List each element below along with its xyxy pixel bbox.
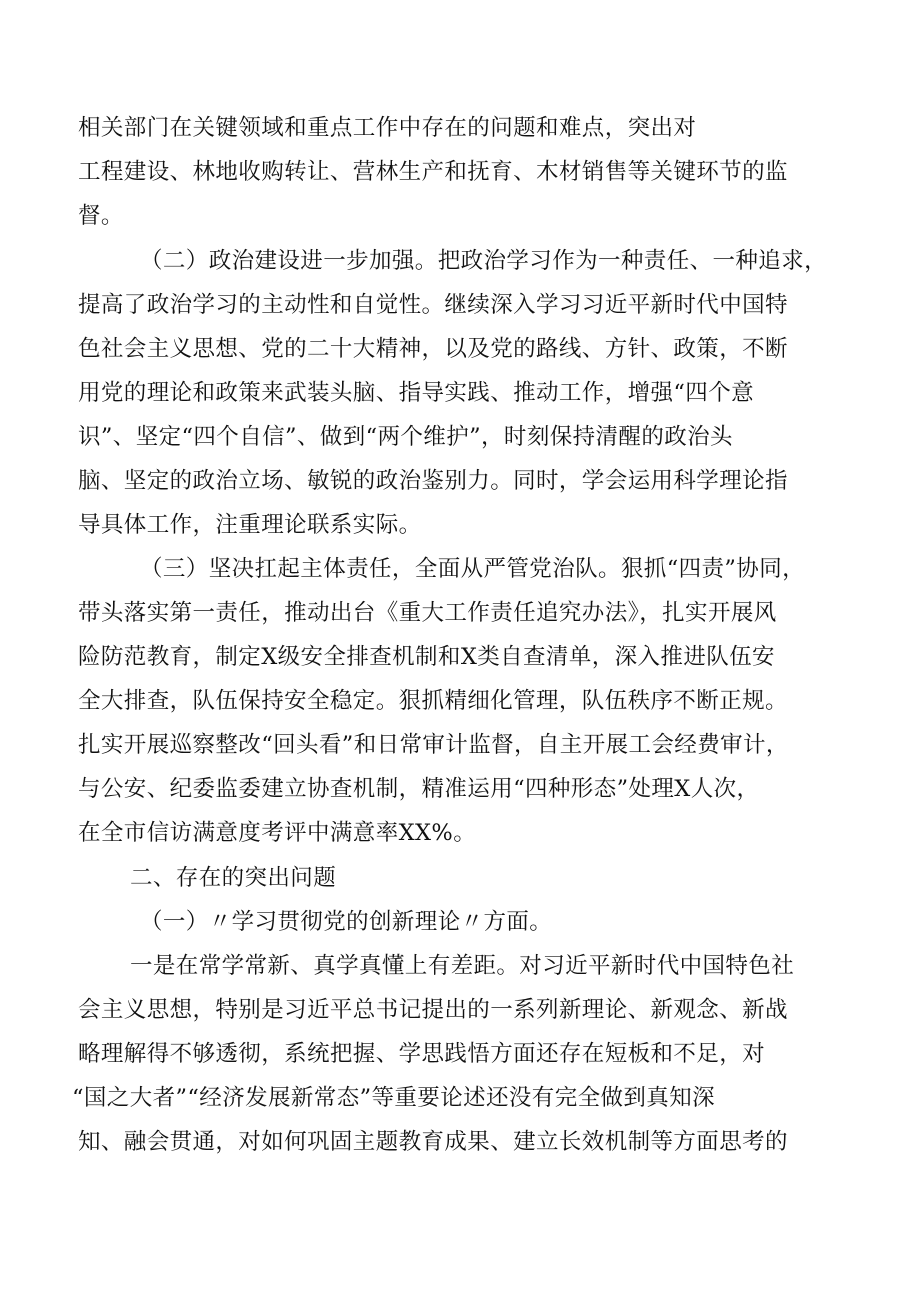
text-line: 知、融会贯通，对如何巩固主题教育成果、建立长效机制等方面思考的: [78, 1129, 788, 1155]
text-line: 色社会主义思想、党的二十大精神，以及党的路线、方针、政策，不断: [78, 336, 788, 362]
section-heading: 二、存在的突出问题: [130, 865, 337, 891]
text-line: 带头落实第一责任，推动出台《重大工作责任追究办法》，扎实开展风: [78, 600, 777, 626]
text-line: 全大排查，队伍保持安全稳定。狠抓精细化管理，队伍秩序不断正规。: [78, 688, 788, 714]
text-line: 用党的理论和政策来武装头脑、指导实践、推动工作，增强“四个意: [78, 380, 755, 406]
text-line: 在全市信访满意度考评中满意率XX%。: [78, 820, 477, 846]
text-line: 提高了政治学习的主动性和自觉性。继续深入学习习近平新时代中国特: [78, 292, 788, 318]
text-line: 工程建设、林地收购转让、营林生产和抚育、木材销售等关键环节的监: [78, 159, 788, 185]
subsection-heading: （一）〃学习贯彻党的创新理论〃方面。: [140, 909, 553, 935]
text-line: 险防范教育，制定X级安全排查机制和X类自查清单，深入推进队伍安: [78, 644, 775, 670]
text-line: 与公安、纪委监委建立协查机制，精准运用“四种形态”处理X人次，: [78, 776, 760, 802]
text-line: 脑、坚定的政治立场、敏锐的政治鉴别力。同时，学会运用科学理论指: [78, 468, 788, 494]
text-line: 略理解得不够透彻，系统把握、学思践悟方面还存在短板和不足，对: [78, 1041, 766, 1067]
text-line: 督。: [78, 203, 124, 229]
text-line: （二）政治建设进一步加强。把政治学习作为一种责任、一种追求，: [140, 248, 828, 274]
text-line: 导具体工作，注重理论联系实际。: [78, 512, 422, 538]
text-line: （三）坚决扛起主体责任，全面从严管党治队。狠抓“四责”协同，: [140, 556, 806, 582]
text-line: 相关部门在关键领域和重点工作中存在的问题和难点，突出对: [78, 115, 697, 141]
text-line: 一是在常学常新、真学真懂上有差距。对习近平新时代中国特色社: [130, 953, 795, 979]
text-line: 扎实开展巡察整改“回头看”和日常审计监督，自主开展工会经费审计，: [78, 732, 789, 758]
text-line: 会主义思想，特别是习近平总书记提出的一系列新理论、新观念、新战: [78, 997, 788, 1023]
text-line: “国之大者”“经济发展新常态”等重要论述还没有完全做到真知深: [72, 1085, 716, 1111]
text-line: 识”、坚定“四个自信”、做到“两个维护”，时刻保持清醒的政治头: [78, 424, 733, 450]
